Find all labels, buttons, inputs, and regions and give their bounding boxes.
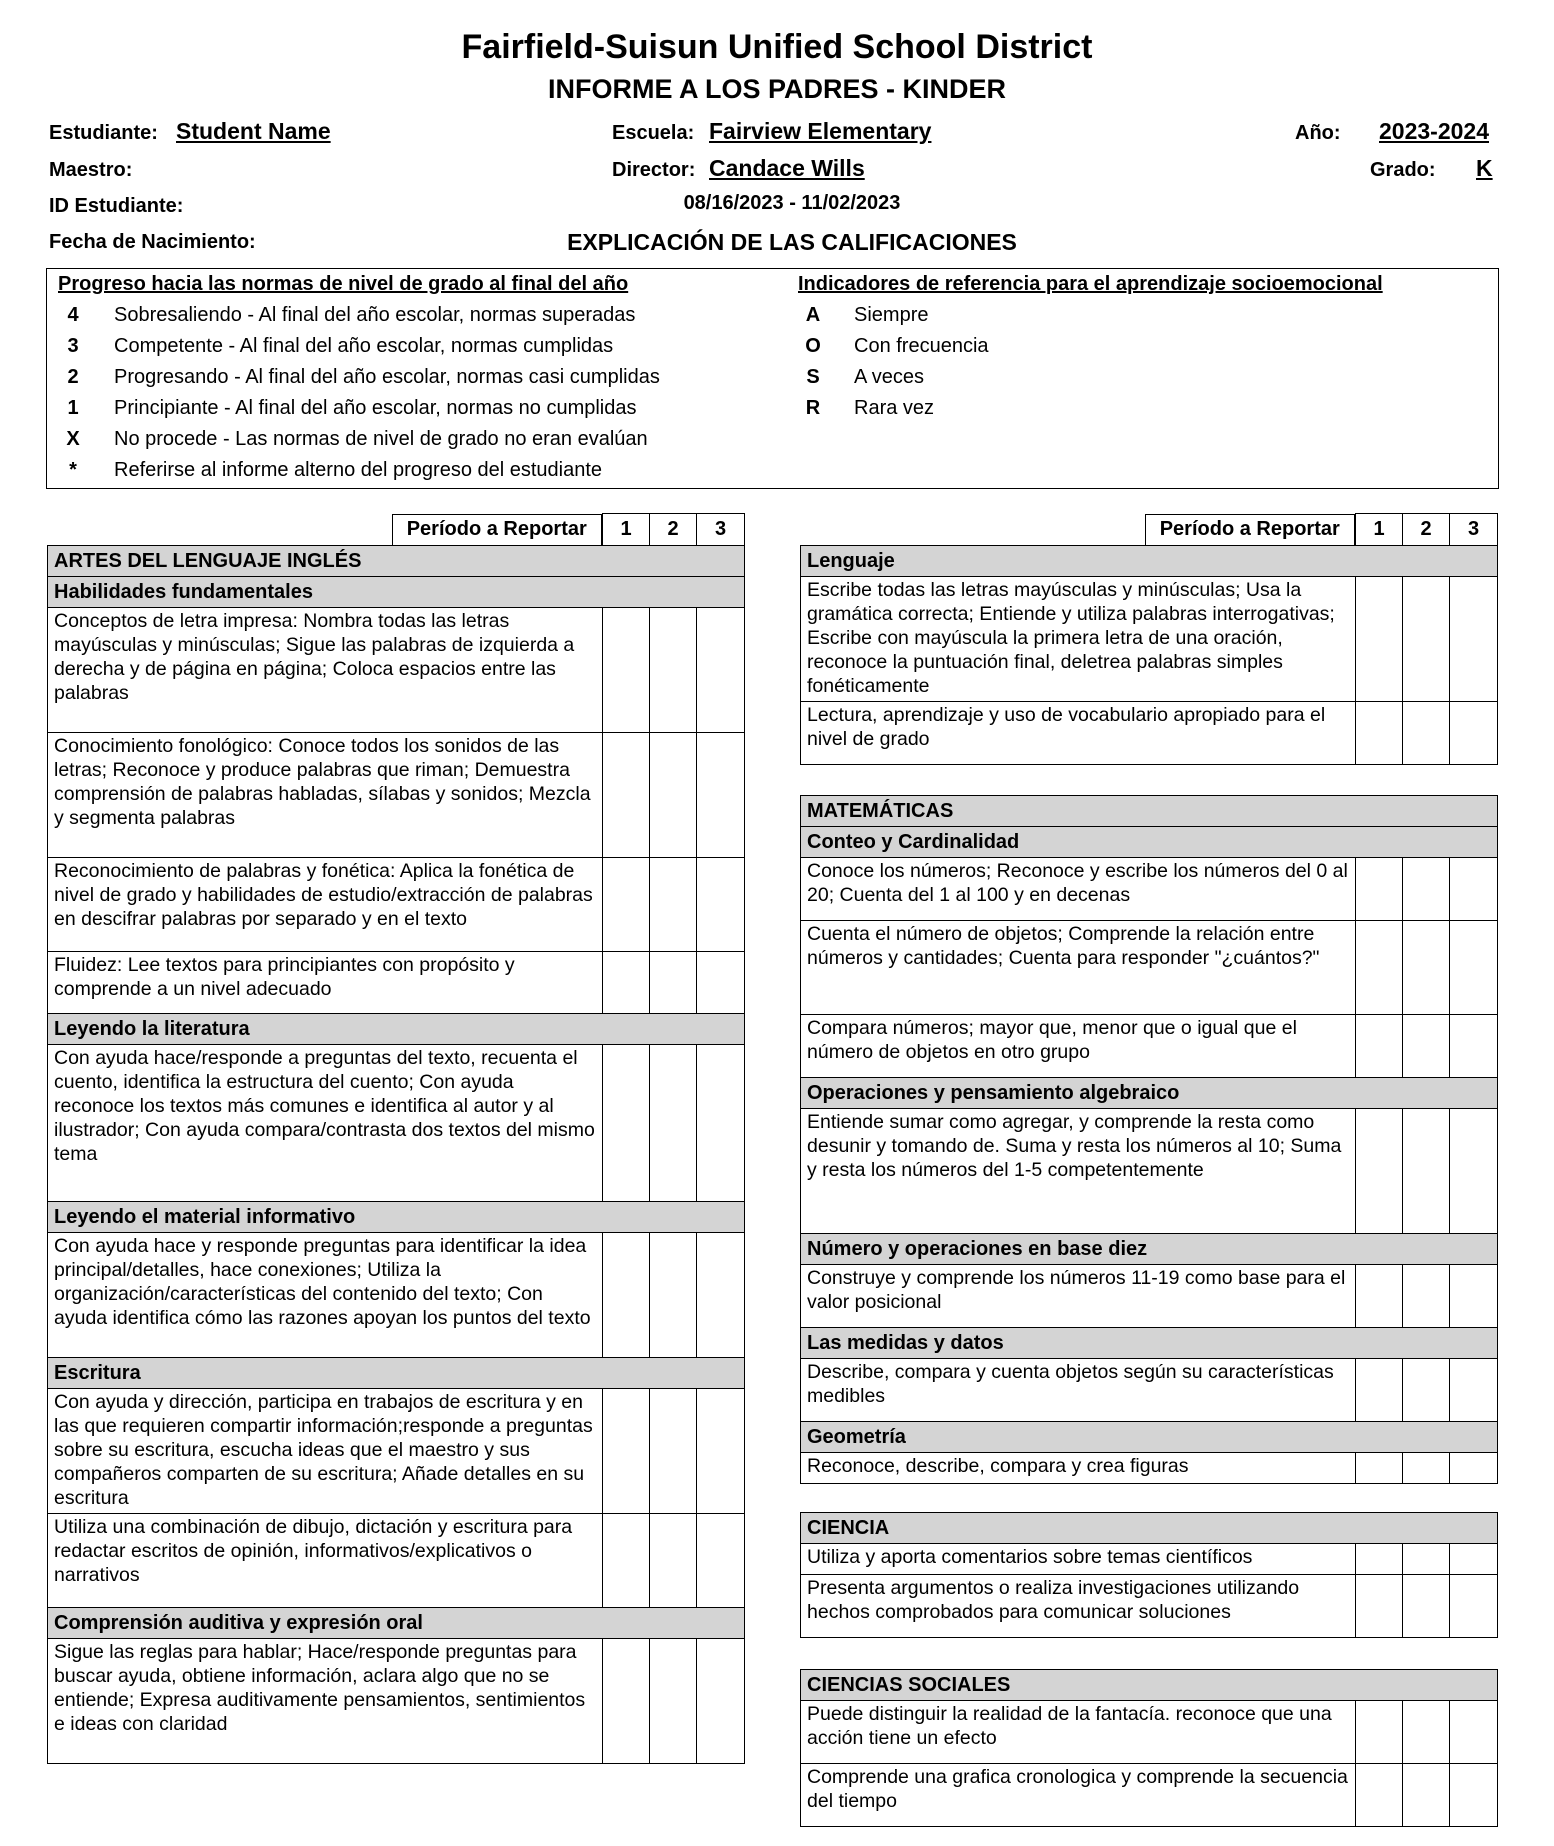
- standard-row: [801, 1453, 1498, 1484]
- grade-cell-p2[interactable]: [650, 1388, 697, 1513]
- standard-description: Fluidez: Lee textos para principiantes con propósito y comprende a un nivel adecuado: [48, 951, 603, 1013]
- standard-description: Construye y comprende los números 11-19 como base para el valor posicional: [801, 1265, 1356, 1328]
- grade-cell-p1[interactable]: [603, 857, 650, 951]
- math-grades-table: [800, 795, 1498, 1484]
- grade-cell-p3[interactable]: [1450, 1015, 1498, 1078]
- standard-row: [801, 701, 1498, 764]
- subsection-header: Geometría: [801, 1422, 1498, 1453]
- grade-cell-p2[interactable]: [1403, 858, 1450, 921]
- standard-row: [48, 1513, 745, 1607]
- grade-cell-p1[interactable]: [1356, 701, 1403, 764]
- principal-label: Director:: [612, 159, 696, 181]
- grade-cell-p1[interactable]: [1356, 1109, 1403, 1234]
- grade-cell-p2[interactable]: [1403, 1701, 1450, 1764]
- subject-header: ARTES DEL LENGUAJE INGLÉS: [48, 545, 745, 576]
- standard-description: Conoce los números; Reconoce y escribe los números del 0 al 20; Cuenta del 1 al 100 y en decenas: [801, 858, 1356, 921]
- grade-cell-p2[interactable]: [1403, 921, 1450, 1015]
- grade-cell-p3[interactable]: [1450, 1544, 1498, 1575]
- student-value: Student Name: [176, 118, 331, 144]
- standard-row: [48, 1232, 745, 1357]
- subsection-header: Habilidades fundamentales: [48, 576, 745, 607]
- grade-cell-p3[interactable]: [697, 732, 745, 857]
- grade-cell-p1[interactable]: [603, 951, 650, 1013]
- standard-description: Utiliza una combinación de dibujo, dictación y escritura para redactar escritos de opinión, informativos/explicativos o narrativos: [48, 1513, 603, 1607]
- standard-row: [48, 607, 745, 732]
- grade-cell-p2[interactable]: [1403, 1015, 1450, 1078]
- subject-header: CIENCIA: [801, 1513, 1498, 1544]
- grade-cell-p2[interactable]: [650, 607, 697, 732]
- standard-description: Puede distinguir la realidad de la fantacía. reconoce que una acción tiene un efecto: [801, 1701, 1356, 1764]
- grade-cell-p1[interactable]: [1356, 1575, 1403, 1638]
- standard-row: [801, 1265, 1498, 1328]
- grade-cell-p3[interactable]: [1450, 858, 1498, 921]
- grade-cell-p2[interactable]: [1403, 1265, 1450, 1328]
- period-1-header: 1: [603, 514, 650, 546]
- grade-cell-p3[interactable]: [1450, 701, 1498, 764]
- report-title: INFORME A LOS PADRES - KINDER: [547, 74, 1006, 104]
- standard-description: Con ayuda hace y responde preguntas para identificar la idea principal/detalles, hace conexiones; Utiliza la organización/características del contenido del texto; Con ayuda identifica cómo las razones apoyan los puntos del texto: [48, 1232, 603, 1357]
- period-2-header: 2: [1403, 514, 1450, 546]
- date-range: 08/16/2023 - 11/02/2023: [683, 192, 901, 214]
- grade-cell-p2[interactable]: [650, 857, 697, 951]
- grade-cell-p2[interactable]: [650, 1513, 697, 1607]
- standard-row: [801, 1575, 1498, 1638]
- student-label: Estudiante:: [49, 122, 158, 144]
- grade-cell-p2[interactable]: [650, 1044, 697, 1201]
- grade-cell-p1[interactable]: [1356, 858, 1403, 921]
- grade-cell-p3[interactable]: [697, 1513, 745, 1607]
- birthdate-label: Fecha de Nacimiento:: [49, 231, 256, 253]
- subject-header: Lenguaje: [801, 545, 1498, 576]
- standard-row: [801, 1015, 1498, 1078]
- grade-cell-p1[interactable]: [603, 1232, 650, 1357]
- period-header: Período a Reportar: [1145, 514, 1356, 545]
- grade-cell-p2[interactable]: [1403, 701, 1450, 764]
- subsection-header: Escritura: [48, 1357, 745, 1388]
- grade-value: K: [1476, 155, 1493, 181]
- grade-cell-p2[interactable]: [1403, 1453, 1450, 1484]
- subsection-header: Operaciones y pensamiento algebraico: [801, 1078, 1498, 1109]
- teacher-label: Maestro:: [49, 159, 133, 181]
- standard-description: Entiende sumar como agregar, y comprende la resta como desunir y tomando de. Suma y resta los números al 10; Suma y resta los números del 1-5 competentemente: [801, 1109, 1356, 1234]
- standard-description: Cuenta el número de objetos; Comprende la relación entre números y cantidades; Cuenta para responder "¿cuántos?": [801, 921, 1356, 1015]
- standard-description: Describe, compara y cuenta objetos según su características medibles: [801, 1359, 1356, 1422]
- language-grades-table: [800, 513, 1498, 765]
- progress-legend-heading: Progreso hacia las normas de nivel de grado al final del año: [58, 273, 629, 295]
- grade-cell-p2[interactable]: [1403, 576, 1450, 701]
- grade-cell-p3[interactable]: [697, 951, 745, 1013]
- grade-cell-p1[interactable]: [1356, 576, 1403, 701]
- subsection-header: Leyendo el material informativo: [48, 1201, 745, 1232]
- grade-cell-p2[interactable]: [650, 1232, 697, 1357]
- period-1-header: 1: [1356, 514, 1403, 546]
- grade-cell-p2[interactable]: [650, 1638, 697, 1763]
- grade-cell-p3[interactable]: [1450, 1265, 1498, 1328]
- standard-description: Sigue las reglas para hablar; Hace/responde preguntas para buscar ayuda, obtiene información, aclara algo que no se entiende; Expresa auditivamente pensamientos, sentimientos e ideas con claridad: [48, 1638, 603, 1763]
- grade-cell-p2[interactable]: [650, 951, 697, 1013]
- standard-description: Presenta argumentos o realiza investigaciones utilizando hechos comprobados para comunicar soluciones: [801, 1575, 1356, 1638]
- grade-cell-p1[interactable]: [1356, 1544, 1403, 1575]
- grade-cell-p3[interactable]: [1450, 1359, 1498, 1422]
- social-studies-grades-table: [800, 1669, 1498, 1827]
- school-value: Fairview Elementary: [709, 118, 932, 144]
- grade-label: Grado:: [1370, 159, 1436, 181]
- standard-row: [801, 858, 1498, 921]
- subsection-header: Comprensión auditiva y expresión oral: [48, 1607, 745, 1638]
- standard-description: Comprende una grafica cronologica y comprende la secuencia del tiempo: [801, 1764, 1356, 1827]
- standard-row: [48, 1388, 745, 1513]
- school-label: Escuela:: [612, 122, 695, 144]
- standard-description: Reconocimiento de palabras y fonética: Aplica la fonética de nivel de grado y habilidades de estudio/extracción de palabras en descifrar palabras por separado y en el texto: [48, 857, 603, 951]
- year-value: 2023-2024: [1379, 118, 1489, 144]
- subsection-header: Conteo y Cardinalidad: [801, 827, 1498, 858]
- grade-cell-p1[interactable]: [603, 1638, 650, 1763]
- standard-description: Compara números; mayor que, menor que o igual que el número de objetos en otro grupo: [801, 1015, 1356, 1078]
- district-title: Fairfield-Suisun Unified School District: [461, 28, 1093, 66]
- grade-cell-p3[interactable]: [1450, 1109, 1498, 1234]
- grade-cell-p1[interactable]: [603, 607, 650, 732]
- grade-cell-p1[interactable]: [1356, 1265, 1403, 1328]
- grade-cell-p1[interactable]: [603, 1513, 650, 1607]
- subject-header: MATEMÁTICAS: [801, 796, 1498, 827]
- grade-cell-p1[interactable]: [603, 1044, 650, 1201]
- grade-cell-p1[interactable]: [603, 1388, 650, 1513]
- grade-cell-p3[interactable]: [697, 1638, 745, 1763]
- grade-cell-p2[interactable]: [1403, 1575, 1450, 1638]
- grade-cell-p1[interactable]: [1356, 1015, 1403, 1078]
- grade-cell-p3[interactable]: [1450, 1575, 1498, 1638]
- standard-row: [48, 1638, 745, 1763]
- ela-grades-table: [47, 513, 745, 1764]
- standard-description: Escribe todas las letras mayúsculas y minúsculas; Usa la gramática correcta; Entiende y utiliza palabras interrogativas; Escribe con mayúscula la primera letra de una oración, reconoce la puntuación final, deletrea palabras simples fonéticamente: [801, 576, 1356, 701]
- standard-row: [48, 857, 745, 951]
- standard-description: Lectura, aprendizaje y uso de vocabulario apropiado para el nivel de grado: [801, 701, 1356, 764]
- principal-value: Candace Wills: [709, 155, 865, 181]
- grade-cell-p2[interactable]: [1403, 1544, 1450, 1575]
- standard-row: [801, 1701, 1498, 1764]
- subject-header: CIENCIAS SOCIALES: [801, 1670, 1498, 1701]
- period-3-header: 3: [697, 514, 745, 546]
- grade-cell-p1[interactable]: [1356, 1764, 1403, 1827]
- grade-cell-p3[interactable]: [697, 607, 745, 732]
- standard-description: Reconoce, describe, compara y crea figuras: [801, 1453, 1356, 1484]
- grade-cell-p1[interactable]: [1356, 921, 1403, 1015]
- standard-row: [48, 1044, 745, 1201]
- standard-row: [801, 1359, 1498, 1422]
- grade-cell-p1[interactable]: [1356, 1453, 1403, 1484]
- grade-cell-p2[interactable]: [1403, 1764, 1450, 1827]
- grade-cell-p2[interactable]: [1403, 1359, 1450, 1422]
- grade-cell-p1[interactable]: [603, 732, 650, 857]
- period-3-header: 3: [1450, 514, 1498, 546]
- explanation-title: EXPLICACIÓN DE LAS CALIFICACIONES: [567, 229, 1017, 255]
- standard-description: Conceptos de letra impresa: Nombra todas las letras mayúsculas y minúsculas; Sigue las palabras de izquierda a derecha y de página en página; Coloca espacios entre las palabras: [48, 607, 603, 732]
- subsection-header: Las medidas y datos: [801, 1328, 1498, 1359]
- standard-description: Conocimiento fonológico: Conoce todos los sonidos de las letras; Reconoce y produce palabras que riman; Demuestra comprensión de palabras habladas, sílabas y sonidos; Mezcla y segmenta palabras: [48, 732, 603, 857]
- sel-legend-heading: Indicadores de referencia para el aprendizaje socioemocional: [798, 273, 1383, 295]
- grade-cell-p3[interactable]: [697, 857, 745, 951]
- standard-row: [801, 1109, 1498, 1234]
- standard-row: [48, 951, 745, 1013]
- standard-row: [801, 1764, 1498, 1827]
- standard-row: [801, 921, 1498, 1015]
- grade-cell-p3[interactable]: [1450, 1453, 1498, 1484]
- period-2-header: 2: [650, 514, 697, 546]
- standard-description: Con ayuda y dirección, participa en trabajos de escritura y en las que requieren compartir información;responde a preguntas sobre su escritura, escucha ideas que el maestro y sus compañeros comparten de su escritura; Añade detalles en su escritura: [48, 1388, 603, 1513]
- grade-cell-p3[interactable]: [1450, 1764, 1498, 1827]
- standard-row: [48, 732, 745, 857]
- subsection-header: Leyendo la literatura: [48, 1013, 745, 1044]
- grade-cell-p3[interactable]: [697, 1232, 745, 1357]
- student-id-label: ID Estudiante:: [49, 195, 184, 217]
- standard-row: [801, 576, 1498, 701]
- period-header: Período a Reportar: [392, 514, 603, 545]
- standard-description: Con ayuda hace/responde a preguntas del texto, recuenta el cuento, identifica la estructura del cuento; Con ayuda reconoce los textos más comunes e identifica al autor y al ilustrador; Con ayuda compara/contrasta dos textos del mismo tema: [48, 1044, 603, 1201]
- grade-cell-p3[interactable]: [1450, 921, 1498, 1015]
- standard-description: Utiliza y aporta comentarios sobre temas científicos: [801, 1544, 1356, 1575]
- year-label: Año:: [1295, 122, 1341, 144]
- standard-row: [801, 1544, 1498, 1575]
- grade-cell-p3[interactable]: [1450, 576, 1498, 701]
- science-grades-table: [800, 1512, 1498, 1638]
- grade-cell-p2[interactable]: [1403, 1109, 1450, 1234]
- grade-cell-p3[interactable]: [697, 1388, 745, 1513]
- grade-cell-p1[interactable]: [1356, 1701, 1403, 1764]
- grading-legend: Progreso hacia las normas de nivel de grado al final del año Indicadores de referencia para el aprendizaje socioemocional 4 Sobresaliendo - Al final del año escolar, normas superadas 3 Competente - Al final del año escolar, normas cumplidas 2 Progresando - Al final del año escolar, normas casi cumplidas 1 Principiante - Al final del año escolar, normas no cumplidas X No procede - Las normas de nivel de grado no eran evalúan * Referirse al informe alterno del progreso del estudiante A Siempre O Con frecuencia S A veces R Rara vez: [46, 268, 1499, 489]
- grade-cell-p2[interactable]: [650, 732, 697, 857]
- subsection-header: Número y operaciones en base diez: [801, 1234, 1498, 1265]
- grade-cell-p3[interactable]: [697, 1044, 745, 1201]
- grade-cell-p3[interactable]: [1450, 1701, 1498, 1764]
- grade-cell-p1[interactable]: [1356, 1359, 1403, 1422]
